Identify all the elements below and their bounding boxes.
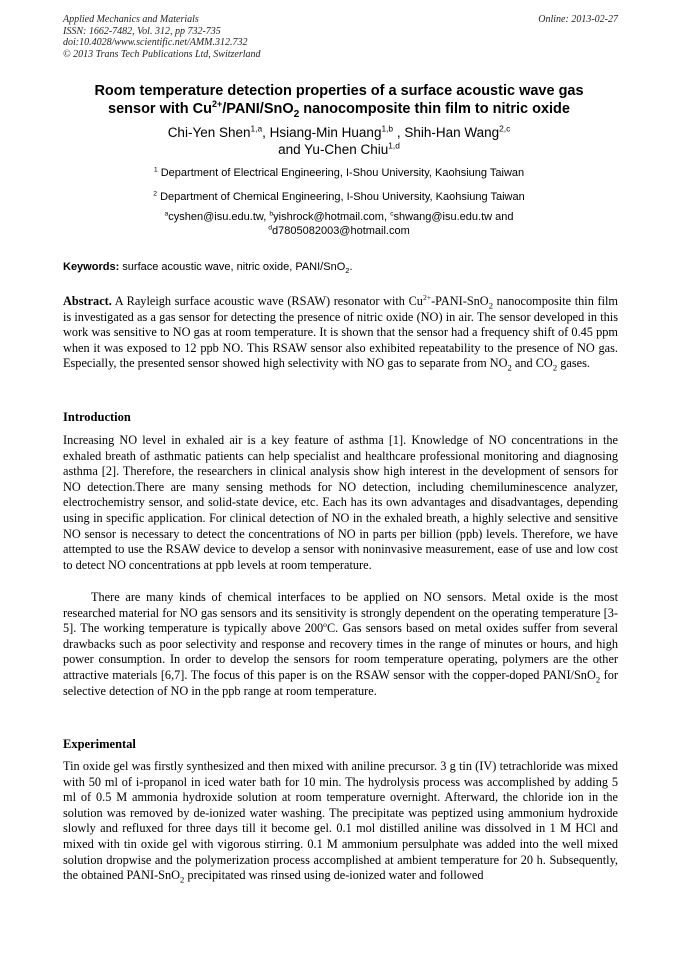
- author-list: [40, 124, 638, 158]
- title-text: nanocomposite thin film to nitric oxide: [299, 101, 570, 117]
- email-list: [40, 210, 638, 238]
- email-line-2: [40, 224, 638, 238]
- copyright-line: © 2013 Trans Tech Publications Ltd, Switzerland: [63, 48, 261, 60]
- title-line-2: [40, 100, 638, 118]
- author-name: , Hsiang-Min Huang: [262, 125, 382, 140]
- affil-number: 1: [153, 166, 158, 174]
- keywords-sub: 2: [345, 266, 350, 276]
- abstract-sub: 2: [552, 362, 558, 373]
- author-affil-mark: 2,c: [499, 123, 511, 134]
- section-heading-experimental: Experimental: [63, 737, 136, 751]
- affiliation-1: [40, 166, 638, 180]
- keywords-text: surface acoustic wave, nitric oxide, PANI/SnO: [119, 261, 346, 273]
- email-mark: a: [164, 210, 169, 218]
- author-name: and Yu-Chen Chiu: [278, 142, 389, 157]
- journal-name: Applied Mechanics and Materials: [63, 14, 199, 25]
- abstract-text: -PANI-SnO: [431, 294, 489, 308]
- experimental-paragraph-1: [63, 759, 618, 884]
- doi-line: doi:10.4028/www.scientific.net/AMM.312.732: [63, 37, 248, 48]
- abstract-label: Abstract.: [63, 294, 112, 308]
- title-text: /PANI/SnO: [222, 101, 294, 117]
- email-address: d7805082003@hotmail.com: [272, 225, 410, 237]
- author-name: Chi-Yen Shen: [167, 125, 251, 140]
- email-mark: c: [390, 210, 394, 218]
- title-sub: 2: [293, 108, 300, 120]
- issn-line: ISSN: 1662-7482, Vol. 312, pp 732-735: [63, 25, 221, 37]
- abstract-text: gases.: [557, 356, 590, 371]
- keywords: [63, 260, 618, 274]
- affiliation-2: [40, 190, 638, 204]
- abstract-text: and CO: [511, 356, 553, 371]
- author-affil-mark: 1,d: [388, 140, 400, 151]
- paragraph-text: Tin oxide gel was firstly synthesized and then mixed with aniline precursor. 3 g tin (IV) tetrachloride was mixed with 50 ml of i-propanol in iced water bath for 10 min. The hydrolysis process was accomplished by adding 5 ml of 0.5 M ammonia hydroxide solution at room temperature overnight. Afterward, the chloride ion in the solution was removed by de-ionized water washing. The precipitate was peptized using ammonium hydroxide slowly and refluxed for three days till it become gel. 0.1 mol distilled aniline was dissolved in 1 M HCl and mixed with tin oxide gel with vigorous stirring. 0.1 M ammonium persulphate was added into the well mixed solution dropwise and the polymerization process accomplished at ambient temperature for 20 h. Subsequently, the obtained PANI-SnO: [63, 759, 618, 883]
- email-mark: d: [268, 224, 273, 232]
- abstract-sub: 2: [507, 362, 512, 373]
- keywords-text: .: [349, 261, 353, 273]
- affil-number: 2: [153, 190, 158, 198]
- author-name: , Shih-Han Wang: [393, 125, 500, 140]
- affil-text: Department of Chemical Engineering, I-Shou University, Kaohsiung Taiwan: [157, 191, 525, 203]
- abstract-text: nanocomposite thin film is investigated as a gas sensor for detecting the presence of nitric oxide (NO) in air. The sensor developed in this work was sensitive to NO gas at room temperature. It is shown that the sensor had a frequency shift of 0.45 ppm when it was exposed to 12 ppb NO. This RSAW sensor also exhibited repeatability to the presence of NO gas. Especially, the presented sensor showed high selectivity with NO gas to separate from NO: [63, 294, 618, 371]
- paragraph-sub: 2: [180, 874, 185, 885]
- paragraph-text: for selective detection of NO in the ppb range at room temperature.: [63, 667, 618, 698]
- degree-sup: o: [323, 620, 327, 630]
- introduction-paragraph-1: Increasing NO level in exhaled air is a key feature of asthma [1]. Knowledge of NO concentrations in the exhaled breath of asthmatic patients can help specialist and healthcare professional monitoring and diagnosing asthma [2]. Therefore, the researchers in clinical analysis show high interest in the development of sensors for NO detection.There are many sensing methods for NO detection, including chemiluminescence analyzer, electrochemistry sensor, and solid-state device, etc. Each has its own advantages and disadvantages, depending using in specific application. For clinical detection of NO in the exhaled breath, a highly selective and sensitive NO sensor is necessary to detect the concentrations of NO in parts per billion (ppb) levels. Therefore, we have attempted to use the RSAW device to develop a sensor with noninvasive measurement, ease of use and low cost to detect NO concentrations at ppb levels at room temperature.: [63, 433, 618, 572]
- email-line-1: [40, 210, 638, 224]
- affil-text: Department of Electrical Engineering, I-Shou University, Kaohsiung Taiwan: [157, 167, 525, 179]
- title-text: sensor with Cu: [108, 101, 212, 117]
- keywords-label: Keywords:: [63, 261, 120, 273]
- email-address: shwang@isu.edu.tw and: [393, 211, 514, 223]
- introduction-paragraph-2: [63, 590, 618, 699]
- abstract: [63, 294, 618, 372]
- author-affil-mark: 1,a: [250, 123, 263, 134]
- paragraph-text: C. Gas sensors based on metal oxides suffer from several drawbacks such as poor selectivity and response and recovery times in the range of minutes or hours, and high power consumption. In order to develop the sensors for room temperature operating, polymers are the other attractive materials [6,7]. The focus of this paper is on the RSAW sensor with the copper-doped PANI/SnO: [63, 621, 618, 682]
- email-address: cyshen@isu.edu.tw,: [168, 211, 270, 223]
- paragraph-text: There are many kinds of chemical interfaces to be applied on NO sensors. Metal oxide is the most researched material for NO gas sensors and its sensitivity is strongly dependent on the operating temperature [3-5]. The working temperature is typically above 200: [63, 590, 618, 636]
- email-mark: b: [269, 210, 274, 218]
- paper-title: [40, 82, 638, 118]
- author-affil-mark: 1,b: [381, 123, 394, 134]
- authors-line-2: [40, 141, 638, 158]
- title-line-1: Room temperature detection properties of a surface acoustic wave gas: [94, 83, 584, 99]
- abstract-sub: 2: [488, 300, 493, 311]
- section-heading-introduction: Introduction: [63, 410, 131, 424]
- paragraph-sub: 2: [595, 674, 601, 685]
- online-date: Online: 2013-02-27: [538, 14, 618, 25]
- paragraph-text: precipitated was rinsed using de-ionized water and followed: [184, 868, 484, 883]
- abstract-sup: 2+: [422, 292, 432, 302]
- title-sup: 2+: [211, 99, 223, 110]
- journal-header: [63, 14, 618, 60]
- abstract-text: A Rayleigh surface acoustic wave (RSAW) resonator with Cu: [111, 294, 423, 308]
- authors-line-1: [40, 124, 638, 141]
- email-address: yishrock@hotmail.com,: [273, 211, 391, 223]
